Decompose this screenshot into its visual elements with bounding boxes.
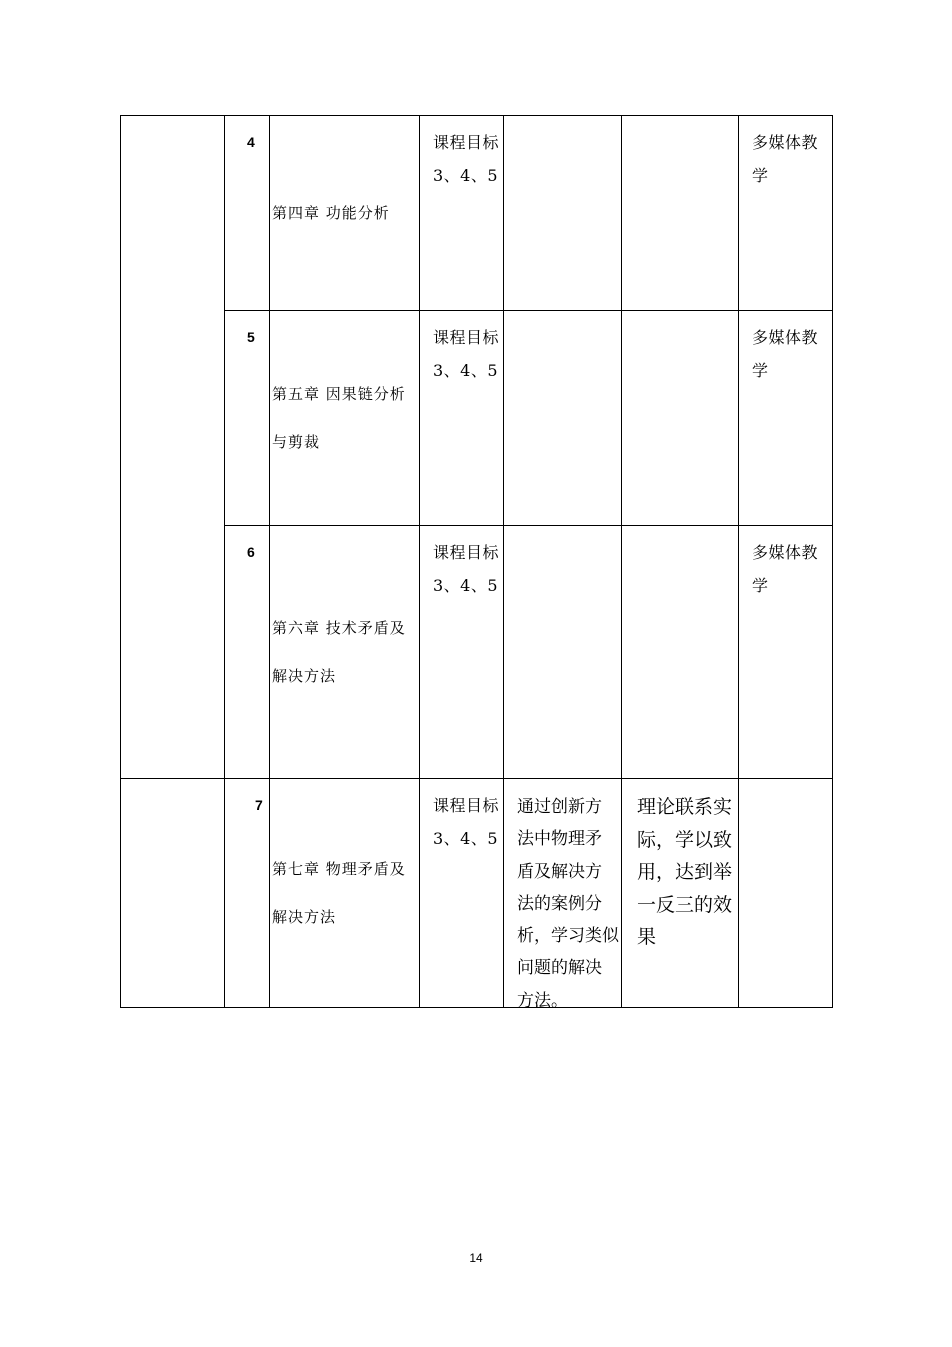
- section-cell: [121, 116, 225, 779]
- method-cell: [739, 779, 833, 1008]
- table-row: [121, 779, 833, 1008]
- row-number: 7: [255, 797, 263, 813]
- method-line: 学: [752, 361, 769, 380]
- objective-line: 3、4、5: [433, 576, 499, 595]
- row-number: 5: [247, 329, 255, 345]
- content-cell: [504, 526, 622, 779]
- row-number-cell: [225, 116, 270, 311]
- chapter-title-line: 与剪裁: [272, 433, 321, 451]
- chapter-title-line: 解决方法: [272, 667, 337, 685]
- chapter-title-line: 第五章 因果链分析: [272, 385, 406, 403]
- row-number-cell: [225, 779, 270, 1008]
- requirement-line: 际，学以致: [637, 828, 733, 851]
- chapter-title-line: 解决方法: [272, 908, 337, 926]
- requirement-line: 用，达到举: [637, 861, 733, 883]
- table-row: [121, 116, 833, 311]
- table-row: [121, 311, 833, 526]
- objective-cell: [420, 779, 504, 1008]
- chapter-title-line: 第四章 功能分析: [272, 204, 390, 222]
- objective-line: 3、4、5: [433, 361, 499, 380]
- objective-line: 课程目标: [433, 543, 500, 562]
- objective-cell: [420, 116, 504, 311]
- requirement-cell: [622, 779, 739, 1008]
- method-cell: [739, 526, 833, 779]
- requirement-line: 一反三的效: [637, 893, 733, 916]
- chapter-title-line: 第六章 技术矛盾及: [272, 619, 406, 637]
- chapter-title-line: 第七章 物理矛盾及: [272, 860, 406, 878]
- objective-line: 课程目标: [433, 328, 500, 347]
- chapter-cell: [270, 779, 420, 1008]
- content-cell: [504, 779, 622, 1011]
- row-number-cell: [225, 311, 270, 526]
- content-line: 法中物理矛: [517, 829, 602, 850]
- method-line: 多媒体教: [752, 328, 819, 347]
- row-number: 6: [247, 544, 255, 560]
- row-number: 4: [247, 134, 255, 150]
- course-schedule-table: [120, 115, 833, 1011]
- requirement-line: 理论联系实: [637, 796, 733, 818]
- objective-line: 3、4、5: [433, 829, 499, 848]
- requirement-cell: [622, 311, 739, 526]
- content-line: 方法。: [517, 990, 568, 1011]
- objective-line: 课程目标: [433, 796, 500, 815]
- section-cell: [121, 779, 225, 1008]
- requirement-cell: [622, 116, 739, 311]
- method-line: 多媒体教: [752, 133, 819, 152]
- objective-line: 3、4、5: [433, 166, 499, 185]
- row-number-cell: [225, 526, 270, 779]
- method-line: 学: [752, 166, 769, 185]
- content-line: 盾及解决方: [517, 861, 602, 882]
- chapter-cell: [270, 526, 420, 779]
- method-cell: [739, 116, 833, 311]
- content-line: 通过创新方: [517, 797, 602, 817]
- table-row: [121, 526, 833, 779]
- content-line: 析，学习类似: [517, 926, 619, 947]
- page-number: 14: [469, 1251, 483, 1265]
- method-line: 多媒体教: [752, 543, 819, 562]
- requirement-cell: [622, 526, 739, 779]
- chapter-cell: [270, 311, 420, 526]
- content-cell: [504, 311, 622, 526]
- method-line: 学: [752, 576, 769, 595]
- requirement-line: 果: [637, 926, 657, 948]
- objective-cell: [420, 526, 504, 779]
- method-cell: [739, 311, 833, 526]
- content-line: 法的案例分: [517, 893, 602, 914]
- objective-cell: [420, 311, 504, 526]
- content-line: 问题的解决: [517, 958, 602, 979]
- chapter-cell: [270, 116, 420, 311]
- objective-line: 课程目标: [433, 133, 500, 152]
- content-cell: [504, 116, 622, 311]
